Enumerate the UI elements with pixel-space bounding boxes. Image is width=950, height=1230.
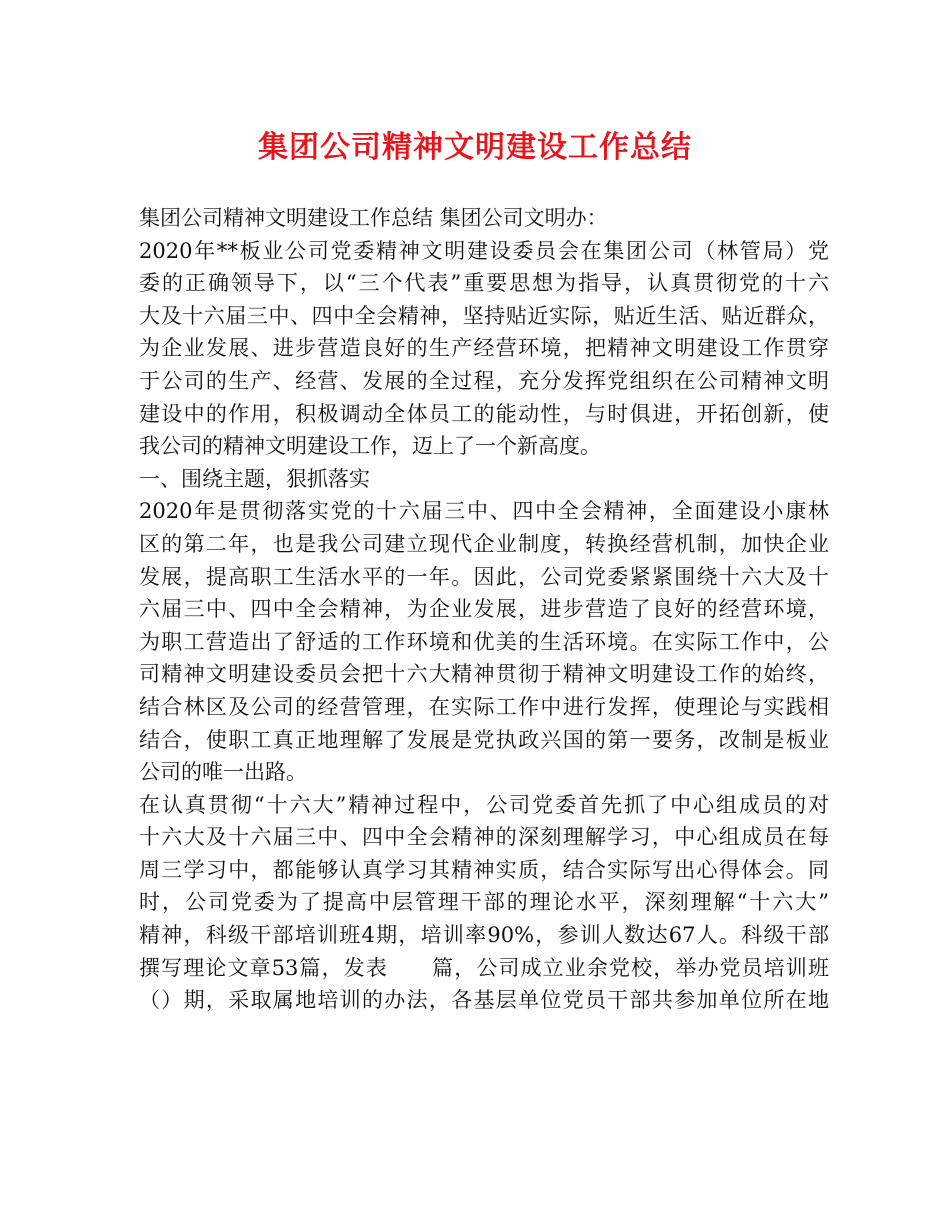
section-heading: 一、围绕主题，狠抓落实 — [139, 466, 370, 491]
text-line: 2020年是贯彻落实党的十六届三中、四中全会精神，全面建设小康林 — [139, 499, 829, 524]
text-line: 精神，科级干部培训班4期，培训率90%，参训人数达67人。科级干部 — [139, 923, 829, 948]
text-line: 发展，提高职工生活水平的一年。因此，公司党委紧紧围绕十六大及十 — [139, 564, 829, 589]
text-line: 结合，使职工真正地理解了发展是党执政兴国的第一要务，改制是板业 — [139, 727, 829, 752]
text-line: 集团公司精神文明建设工作总结 集团公司文明办： — [139, 206, 608, 230]
text-line: 司精神文明建设委员会把十六大精神贯彻于精神文明建设工作的始终， — [139, 662, 829, 687]
text-line: （）期，采取属地培训的办法，各基层单位党员干部共参加单位所在地 — [139, 988, 829, 1013]
text-line: 为企业发展、进步营造良好的生产经营环境，把精神文明建设工作贯穿 — [139, 336, 829, 361]
text-line: 公司的唯一出路。 — [139, 760, 307, 785]
text-line: 大及十六届三中、四中全会精神，坚持贴近实际，贴近生活、贴近群众， — [139, 303, 829, 328]
text-line: 区的第二年，也是我公司建立现代企业制度，转换经营机制，加快企业 — [139, 531, 829, 556]
text-line: 十六大及十六届三中、四中全会精神的深刻理解学习，中心组成员在每 — [139, 825, 829, 850]
text-line: 我公司的精神文明建设工作，迈上了一个新高度。 — [139, 434, 601, 459]
document-body — [139, 202, 829, 1017]
text-line: 2020年**板业公司党委精神文明建设委员会在集团公司（林管局）党 — [139, 238, 829, 263]
text-line: 时，公司党委为了提高中层管理干部的理论水平，深刻理解“十六大” — [139, 890, 829, 915]
text-line: 六届三中、四中全会精神，为企业发展，进步营造了良好的经营环境， — [139, 597, 829, 622]
text-line: 于公司的生产、经营、发展的全过程，充分发挥党组织在公司精神文明 — [139, 368, 829, 393]
text-line: 为职工营造出了舒适的工作环境和优美的生活环境。在实际工作中，公 — [139, 629, 829, 654]
text-line: 委的正确领导下，以“三个代表”重要思想为指导，认真贯彻党的十六 — [139, 271, 829, 296]
text-line: 结合林区及公司的经营管理，在实际工作中进行发挥，使理论与实践相 — [139, 694, 829, 719]
text-line: 撰写理论文章53篇，发表 篇，公司成立业余党校，举办党员培训班 — [139, 955, 829, 980]
text-line: 在认真贯彻“十六大”精神过程中，公司党委首先抓了中心组成员的对 — [139, 792, 829, 817]
text-line: 建设中的作用，积极调动全体员工的能动性，与时俱进，开拓创新，使 — [139, 401, 829, 426]
document-title: 集团公司精神文明建设工作总结 — [258, 130, 692, 165]
text-line: 周三学习中，都能够认真学习其精神实质，结合实际写出心得体会。同 — [139, 857, 829, 882]
